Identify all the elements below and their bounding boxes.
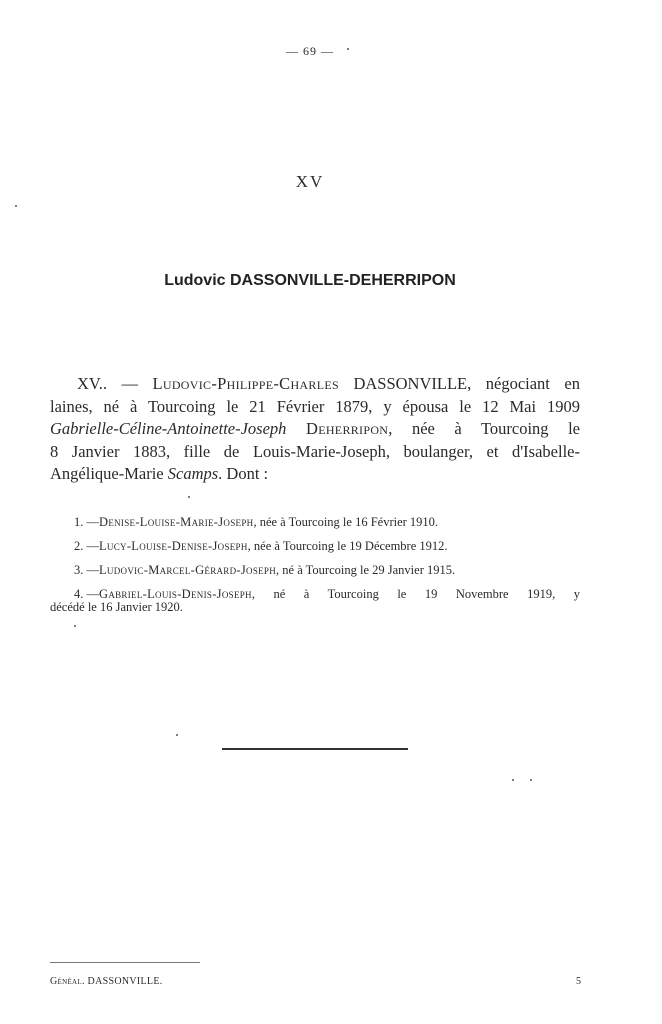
footer-sheet-number: 5 <box>576 976 581 987</box>
section-title: Ludovic DASSONVILLE-DEHERRIPON <box>164 272 456 289</box>
paragraph-segment: XV.. — <box>77 374 153 393</box>
paragraph-segment: laines, né à Tourcoing le 21 Février 1879, y épousa le 12 Mai 1909 <box>50 396 580 416</box>
child-entry <box>50 534 580 558</box>
footer-signature <box>50 976 163 987</box>
child-name: Lucy-Louise-Denise-Joseph <box>99 539 248 553</box>
child-name: Ludovic-Marcel-Gérard-Joseph <box>99 563 277 577</box>
chapter-numeral: XV <box>295 172 325 191</box>
footer-signature-text: Généal. DASSONVILLE. <box>50 976 163 987</box>
paragraph-line <box>50 373 580 396</box>
footnote-rule <box>50 962 200 963</box>
paper-speck <box>530 779 532 781</box>
paragraph-segment <box>286 419 306 438</box>
paragraph-segment: , née à Tourcoing le <box>388 419 580 438</box>
child-number: 4. — <box>74 587 99 601</box>
paragraph-line <box>50 463 580 486</box>
main-paragraph <box>50 373 580 486</box>
mother-surname: Scamps <box>167 464 219 483</box>
paragraph-line <box>50 396 580 419</box>
child-entry <box>50 558 580 582</box>
page-number: — 69 — <box>286 44 334 58</box>
paragraph-segment: DASSONVILLE, négociant en <box>338 374 580 393</box>
children-list <box>50 510 580 614</box>
child-name: Denise-Louise-Marie-Joseph <box>99 515 254 529</box>
section-end-rule <box>222 748 408 750</box>
child-details: , né à Tourcoing le 29 Janvier 1915. <box>276 563 456 577</box>
child-number: 2. — <box>74 539 99 553</box>
paper-speck <box>15 205 17 207</box>
child-number: 3. — <box>74 563 99 577</box>
paragraph-line <box>50 441 580 464</box>
person-name: Ludovic-Philippe-Charles <box>152 374 339 393</box>
spouse-surname: Deherripon <box>306 419 389 438</box>
spouse-name: Gabrielle-Céline-Antoinette-Joseph <box>50 419 287 438</box>
paper-speck <box>176 734 178 736</box>
paragraph-segment: . Dont : <box>218 464 269 483</box>
paragraph-line <box>50 418 580 441</box>
child-entry <box>50 510 580 534</box>
child-details: , née à Tourcoing le 16 Février 1910. <box>253 515 439 529</box>
child-details: , née à Tourcoing le 19 Décembre 1912. <box>247 539 448 553</box>
child-name: Gabriel-Louis-Denis-Joseph <box>99 587 252 601</box>
child-details-continuation: décédé le 16 Janvier 1920. <box>50 600 183 614</box>
paper-speck <box>188 496 190 498</box>
paper-speck <box>74 625 76 627</box>
paper-speck <box>347 48 349 50</box>
paper-speck <box>512 779 514 781</box>
paragraph-segment: 8 Janvier 1883, fille de Louis-Marie-Joseph, boulanger, et d'Isabelle- <box>50 441 580 461</box>
paragraph-segment: Angélique-Marie <box>50 464 168 483</box>
child-number: 1. — <box>74 515 99 529</box>
child-details: , né à Tourcoing le 19 Novembre 1919, y <box>251 587 580 601</box>
